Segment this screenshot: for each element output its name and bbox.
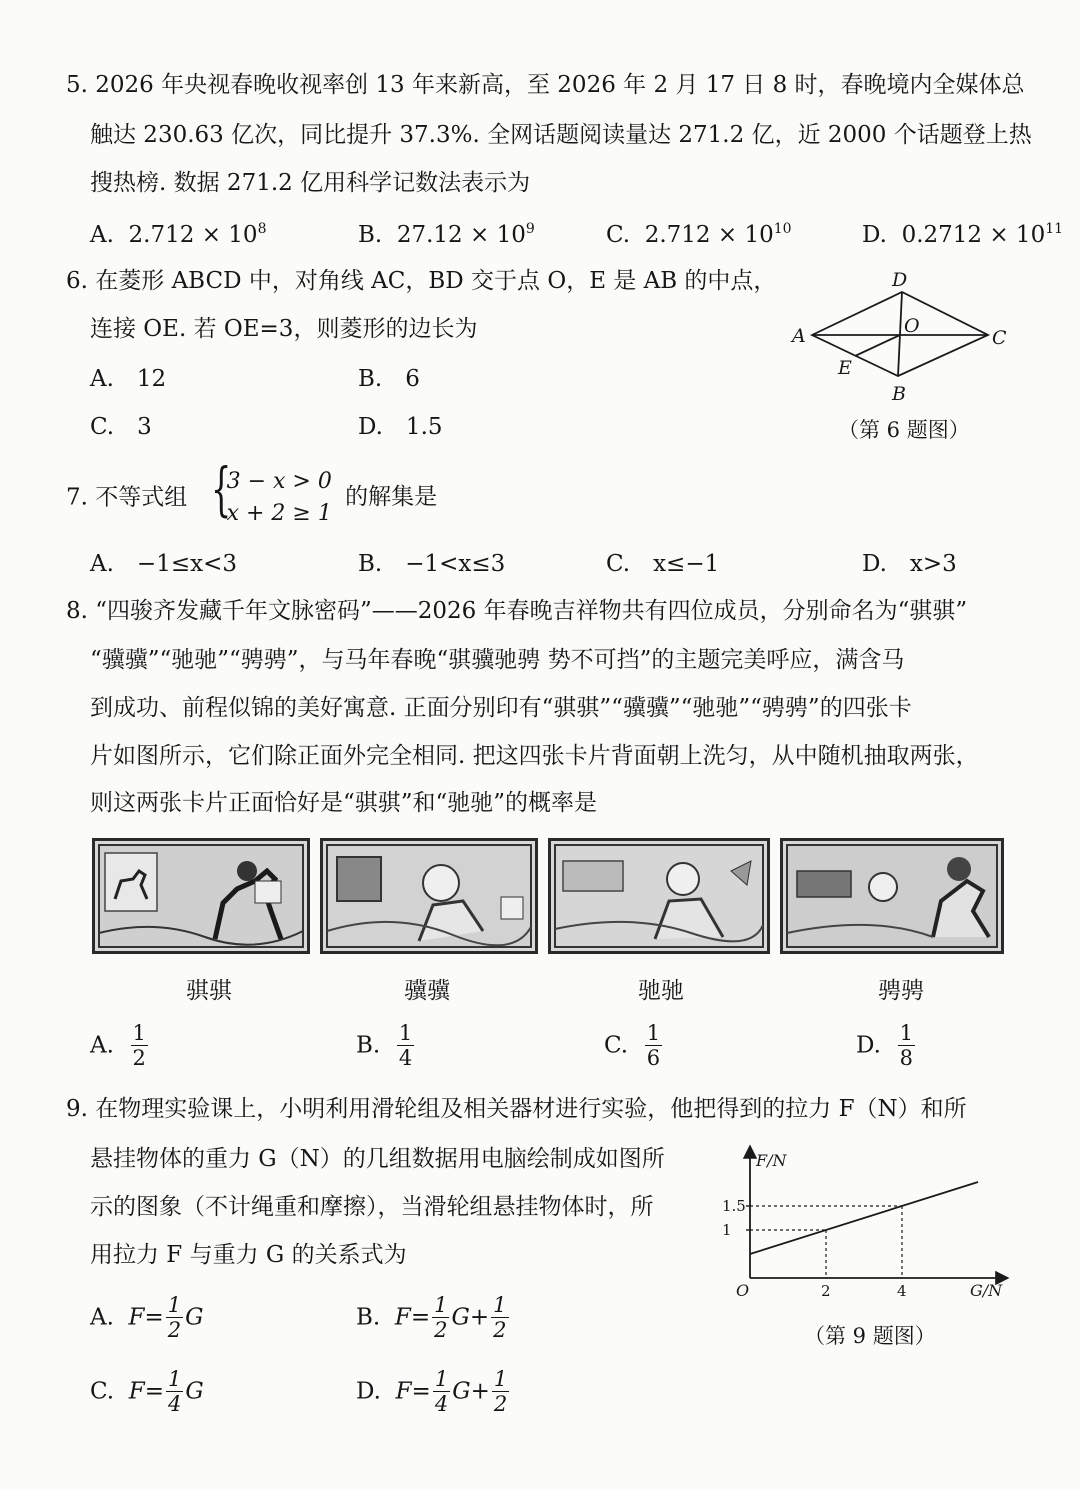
numerator: 1 — [493, 1367, 508, 1391]
option-label: D. — [856, 1032, 881, 1059]
q8-option-a — [90, 1022, 150, 1069]
q9-line3: 示的图象（不计绳重和摩擦），当滑轮组悬挂物体时，所 — [90, 1194, 654, 1220]
option-label: C. — [604, 1032, 629, 1059]
fraction — [491, 1294, 508, 1341]
denominator: 2 — [167, 1318, 182, 1343]
segment-oe — [855, 335, 900, 356]
option-label: A. — [90, 222, 114, 248]
option-label: C. — [606, 222, 631, 248]
q7-option-d: D. x>3 — [862, 551, 957, 577]
q6-line1: 6. 在菱形 ABCD 中，对角线 AC，BD 交于点 O，E 是 AB 的中点， — [66, 268, 777, 294]
x-axis-label: G/N — [970, 1281, 1003, 1300]
diagonal-bd — [898, 292, 902, 376]
fraction — [397, 1022, 414, 1069]
numerator: 1 — [132, 1021, 146, 1045]
q9-figure-caption: （第 9 题图） — [804, 1324, 936, 1348]
denominator: 8 — [899, 1046, 913, 1071]
q5-line1: 5. 2026 年央视春晚收视率创 13 年来新高，至 2026 年 2 月 17 日 8 时，春晚境内全媒体总 — [66, 72, 1025, 98]
horse-illustration — [323, 841, 535, 951]
var-g: G — [185, 1378, 204, 1405]
denominator: 4 — [398, 1046, 413, 1071]
q9-line4: 用拉力 F 与重力 G 的关系式为 — [90, 1242, 407, 1268]
var-f: F — [395, 1378, 412, 1405]
q5-option-b — [358, 222, 535, 247]
mascot-card-chichi — [548, 838, 770, 954]
option-value: 0.2712 × 10 — [901, 222, 1046, 248]
q6-option-a: A. 12 — [90, 366, 167, 392]
x-tick-label-4: 4 — [897, 1282, 907, 1300]
q8-option-c — [604, 1022, 664, 1069]
q7-option-c: C. x≤−1 — [606, 551, 720, 577]
q7-option-b: B. −1<x≤3 — [358, 551, 506, 577]
q9-option-b — [356, 1294, 511, 1341]
option-value: 2.712 × 10 — [128, 222, 258, 248]
inequality-2: x + 2 ≥ 1 — [226, 500, 332, 526]
q7-stem — [66, 455, 438, 530]
numerator: 1 — [646, 1021, 661, 1045]
var-g: G — [452, 1378, 471, 1405]
option-label: A. — [90, 1304, 114, 1331]
mascot-card-chengcheng — [780, 838, 1004, 954]
q6-option-c: C. 3 — [90, 414, 152, 440]
card-label-qiqi: 骐骐 — [186, 978, 232, 1004]
numerator: 1 — [167, 1367, 182, 1391]
rhombus-figure — [780, 268, 1040, 408]
q5-option-a — [90, 222, 266, 247]
option-label: D. — [862, 222, 887, 248]
equals: = — [411, 1378, 431, 1405]
q8-option-d — [856, 1022, 917, 1069]
option-label: A. — [90, 1032, 114, 1059]
q9-option-d — [356, 1368, 511, 1415]
fraction — [166, 1368, 183, 1415]
label-a: A — [792, 325, 806, 347]
fraction — [492, 1368, 509, 1415]
fraction — [131, 1022, 148, 1069]
card-label-chichi: 驰驰 — [638, 978, 684, 1004]
q7-prefix: 7. 不等式组 — [66, 484, 188, 511]
q6-figure-caption: （第 6 题图） — [838, 418, 970, 442]
denominator: 4 — [167, 1392, 182, 1417]
var-f: F — [394, 1304, 411, 1331]
denominator: 2 — [493, 1392, 508, 1417]
y-axis-label: F/N — [756, 1151, 787, 1170]
mascot-card-jiji — [320, 838, 538, 954]
q9-option-c — [90, 1368, 204, 1415]
label-o: O — [904, 315, 920, 337]
force-weight-chart — [716, 1140, 1016, 1310]
fraction — [433, 1368, 450, 1415]
option-label: C. — [90, 1378, 115, 1405]
q6-line2: 连接 OE. 若 OE=3，则菱形的边长为 — [90, 316, 478, 342]
q9-line2: 悬挂物体的重力 G（N）的几组数据用电脑绘制成如图所 — [90, 1146, 665, 1172]
q6-option-d: D. 1.5 — [358, 414, 443, 440]
denominator: 2 — [434, 1318, 448, 1343]
origin-label: O — [736, 1281, 750, 1300]
label-b: B — [892, 383, 906, 405]
q8-line2: “骥骥”“驰驰”“骋骋”，与马年春晚“骐骥驰骋 势不可挡”的主题完美呼应，满含马 — [90, 647, 905, 673]
q8-line4: 片如图所示，它们除正面外完全相同. 把这四张卡片背面朝上洗匀，从中随机抽取两张， — [90, 743, 979, 769]
numerator: 1 — [434, 1367, 449, 1391]
label-d: D — [892, 269, 908, 291]
q5-line2: 触达 230.63 亿次，同比提升 37.3%. 全网话题阅读量达 271.2 亿，近 2000 个话题登上热 — [90, 122, 1032, 148]
x-tick-label-2: 2 — [821, 1282, 831, 1300]
var-g: G — [451, 1304, 470, 1331]
option-label: B. — [356, 1304, 381, 1331]
denominator: 2 — [132, 1046, 146, 1071]
numerator: 1 — [167, 1293, 182, 1317]
fraction — [166, 1294, 183, 1341]
series-line — [750, 1182, 978, 1254]
var-f: F — [128, 1378, 145, 1405]
q5-option-d — [862, 222, 1063, 247]
numerator: 1 — [899, 1021, 913, 1045]
horse-illustration — [551, 841, 767, 951]
q9-line1: 9. 在物理实验课上，小明利用滑轮组及相关器材进行实验，他把得到的拉力 F（N）和所 — [66, 1096, 967, 1122]
equals: = — [144, 1378, 164, 1405]
option-label: D. — [356, 1378, 381, 1405]
equals: = — [410, 1304, 431, 1331]
inequality-1: 3 − x > 0 — [226, 469, 332, 494]
q8-option-b — [356, 1022, 416, 1069]
numerator: 1 — [493, 1293, 507, 1317]
denominator: 6 — [646, 1046, 661, 1071]
exponent: 9 — [525, 221, 535, 237]
equals: = — [144, 1304, 164, 1331]
brace-symbol: { — [210, 455, 231, 523]
var-f: F — [128, 1304, 145, 1331]
label-c: C — [992, 327, 1007, 349]
exponent: 10 — [773, 221, 792, 237]
denominator: 2 — [493, 1318, 507, 1343]
q6-option-b: B. 6 — [358, 366, 420, 392]
exponent: 11 — [1045, 221, 1064, 237]
label-e: E — [838, 357, 852, 379]
fraction — [645, 1022, 662, 1069]
q5-option-c — [606, 222, 792, 247]
fraction — [432, 1294, 449, 1341]
denominator: 4 — [434, 1392, 449, 1417]
plus: + — [469, 1304, 490, 1331]
q7-option-a: A. −1≤x<3 — [90, 551, 237, 577]
horse-illustration — [95, 841, 307, 951]
var-g: G — [185, 1304, 204, 1331]
y-tick-label-1.5: 1.5 — [722, 1197, 746, 1215]
numerator: 1 — [434, 1293, 448, 1317]
exponent: 8 — [257, 221, 267, 237]
q5-line3: 搜热榜. 数据 271.2 亿用科学记数法表示为 — [90, 170, 531, 196]
mascot-card-qiqi — [92, 838, 310, 954]
fraction — [898, 1022, 915, 1069]
card-label-jiji: 骥骥 — [404, 978, 450, 1004]
option-value: 2.712 × 10 — [644, 222, 774, 248]
q8-line3: 到成功、前程似锦的美好寓意. 正面分别印有“骐骐”“骥骥”“驰驰”“骋骋”的四张卡 — [90, 695, 912, 721]
horse-illustration — [783, 841, 1001, 951]
option-value: 27.12 × 10 — [396, 222, 526, 248]
q8-line1: 8. “四骏齐发藏千年文脉密码”——2026 年春晚吉祥物共有四位成员，分别命名为“骐骐” — [66, 598, 968, 624]
card-label-chengcheng: 骋骋 — [878, 978, 924, 1004]
q8-line5: 则这两张卡片正面恰好是“骐骐”和“驰驰”的概率是 — [90, 790, 598, 816]
plus: + — [470, 1378, 490, 1405]
q9-option-a — [90, 1294, 204, 1341]
numerator: 1 — [398, 1021, 413, 1045]
option-label: B. — [356, 1032, 381, 1059]
q7-suffix: 的解集是 — [345, 484, 438, 511]
option-label: B. — [358, 222, 383, 248]
y-tick-label-1: 1 — [722, 1221, 732, 1239]
inequality-system — [210, 455, 332, 530]
